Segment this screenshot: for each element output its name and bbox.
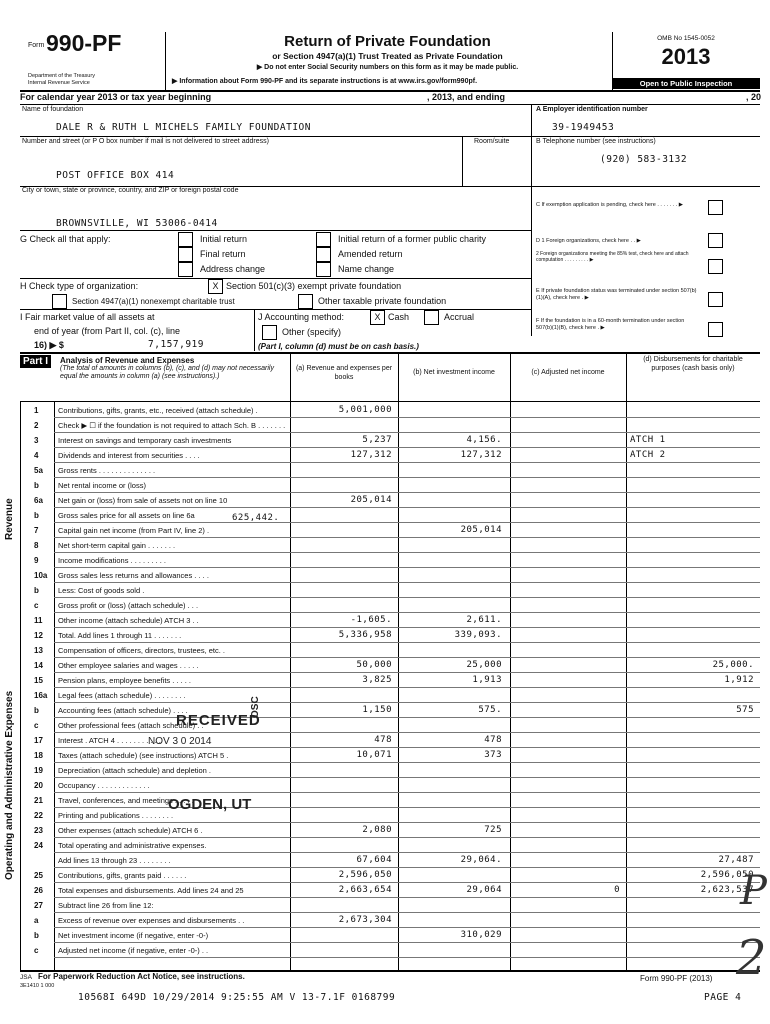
row-number: 27 [34, 901, 43, 910]
table-row [0, 718, 770, 733]
g-label: G Check all that apply: [20, 234, 111, 244]
table-row [0, 913, 770, 928]
row-number: 25 [34, 871, 43, 880]
received-stamp: RECEIVED [176, 712, 261, 729]
cell-b: 373 [484, 750, 502, 760]
d2-label: 2 Foreign organizations meeting the 85% test, check here and attach computation . . . . . . . . . ▶ [536, 251, 689, 263]
row-label: Adjusted net income (if negative, enter -0-) . . [58, 946, 209, 955]
row-number: 5a [34, 466, 43, 475]
table-row [0, 823, 770, 838]
row-number: c [34, 946, 39, 955]
cell-a: 10,071 [356, 750, 392, 760]
cell-a: 2,080 [362, 825, 392, 835]
final-return-checkbox[interactable] [178, 247, 193, 262]
row-number: c [34, 601, 39, 610]
row-label: Gross profit or (loss) (attach schedule) . . . [58, 601, 199, 610]
row-number: 22 [34, 811, 43, 820]
other-taxable-checkbox[interactable] [298, 294, 313, 309]
row-number: b [34, 511, 39, 520]
c-checkbox[interactable] [708, 200, 723, 215]
row-label: Other income (attach schedule) ATCH 3 . . [58, 616, 199, 625]
c-label: C If exemption application is pending, check here . . . . . . . ▶ [536, 202, 683, 208]
accrual-checkbox[interactable] [424, 310, 439, 325]
table-row [0, 688, 770, 703]
cell-a: 478 [374, 735, 392, 745]
final-return-label: Final return [200, 249, 246, 259]
row-number: b [34, 931, 39, 940]
row-number: 26 [34, 886, 43, 895]
cell-b: 205,014 [460, 525, 502, 535]
row-number: a [34, 916, 39, 925]
table-row [0, 583, 770, 598]
address-change-label: Address change [200, 264, 266, 274]
address-change-checkbox[interactable] [178, 262, 193, 277]
other-taxable-label: Other taxable private foundation [318, 296, 447, 306]
row-number: b [34, 586, 39, 595]
row-number: 7 [34, 526, 39, 535]
4947-label: Section 4947(a)(1) nonexempt charitable trust [72, 297, 235, 306]
cell-a: -1,605. [350, 615, 392, 625]
row-number: 15 [34, 676, 43, 685]
row-label: Total operating and administrative expenses. [58, 841, 207, 850]
row-label: Check ▶ ☐ if the foundation is not required to attach Sch. B . . . . . . . [58, 421, 286, 430]
cell-d: 575 [736, 705, 754, 715]
table-row [0, 478, 770, 493]
initial-return-checkbox[interactable] [178, 232, 193, 247]
i-line3: 16) ▶ $ [34, 340, 64, 350]
row-label: Travel, conferences, and meetings . . . . . [58, 796, 194, 805]
part1-note: (The total of amounts in columns (b), (c), and (d) may not necessarily equal the amounts in column (a) (see instructions).) [60, 365, 274, 380]
print-line: 10568I 649D 10/29/2014 9:25:55 AM V 13-7.1F 0168799 [78, 992, 396, 1003]
side-revenue: Revenue [4, 498, 15, 540]
row-number: 10a [34, 571, 48, 580]
row-label: Excess of revenue over expenses and disbursements . . [58, 916, 245, 925]
stamp-code: OSC [250, 696, 261, 718]
row-number: b [34, 481, 39, 490]
cell-d: 25,000. [712, 660, 754, 670]
row-number: b [34, 706, 39, 715]
row-label: Occupancy . . . . . . . . . . . . . [58, 781, 150, 790]
cell-b: 725 [484, 825, 502, 835]
row-label: Pension plans, employee benefits . . . . . [58, 676, 191, 685]
calendar-mid: , 2013, and ending [427, 92, 506, 102]
tax-year: 2013 [661, 44, 711, 69]
501c3-label: Section 501(c)(3) exempt private foundation [226, 281, 402, 291]
table-row [0, 553, 770, 568]
table-row [0, 763, 770, 778]
ein-label: A Employer identification number [536, 106, 648, 113]
fmv-value: 7,157,919 [148, 339, 204, 350]
table-row [0, 928, 770, 943]
cell-b: 25,000 [466, 660, 502, 670]
cell-d: 27,487 [718, 855, 754, 865]
cell-b: 1,913 [472, 675, 502, 685]
i-line2: end of year (from Part II, col. (c), line [34, 326, 181, 336]
row-label: Net investment income (if negative, enter -0-) [58, 931, 209, 940]
cell-a: 2,673,304 [338, 915, 392, 925]
handwritten-mark-2: 2 [736, 930, 767, 986]
cell-d: 2,623,537 [700, 885, 754, 895]
table-row [0, 673, 770, 688]
received-city: OGDEN, UT [168, 796, 252, 813]
page-number: PAGE 4 [704, 992, 742, 1003]
table-row [0, 598, 770, 613]
row-number: 4 [34, 451, 39, 460]
row-number: 14 [34, 661, 43, 670]
row-label: Compensation of officers, directors, trustees, etc. . [58, 646, 226, 655]
cell-a: 5,237 [362, 435, 392, 445]
table-row [0, 613, 770, 628]
paperwork-notice: For Paperwork Reduction Act Notice, see instructions. [38, 972, 245, 981]
row-label: Interest . ATCH 4 . . . . . . . . . . . [58, 736, 161, 745]
name-change-checkbox[interactable] [316, 262, 331, 277]
notice-info: ▶ Information about Form 990-PF and its separate instructions is at www.irs.gov/form990pf. [172, 78, 478, 85]
cell-b: 29,064 [466, 885, 502, 895]
row-label: Subtract line 26 from line 12: [58, 901, 154, 910]
row-label: Other professional fees (attach schedule) . . [58, 721, 204, 730]
calendar-label: For calendar year 2013 or tax year beginning [20, 92, 212, 102]
name-label: Name of foundation [22, 106, 84, 113]
dept-line2: Internal Revenue Service [28, 80, 90, 86]
j-note: (Part I, column (d) must be on cash basis.) [258, 342, 419, 351]
f-label: F If the foundation is in a 60-month termination under section 507(b)(1)(B), check here . ▶ [536, 318, 685, 331]
table-row [0, 733, 770, 748]
table-row [0, 628, 770, 643]
row-number: 23 [34, 826, 43, 835]
f-checkbox[interactable] [708, 322, 723, 337]
row-number: 17 [34, 736, 43, 745]
row-number: 1 [34, 406, 39, 415]
other-method-checkbox[interactable] [262, 325, 277, 340]
row-number: 19 [34, 766, 43, 775]
cell-a: 5,001,000 [338, 405, 392, 415]
cell-b: 575. [478, 705, 502, 715]
form-title: Return of Private Foundation [284, 33, 491, 50]
row-label: Less: Cost of goods sold . [58, 586, 145, 595]
table-row [0, 403, 770, 418]
table-row [0, 703, 770, 718]
table-row [0, 643, 770, 658]
row-label: Printing and publications . . . . . . . . [58, 811, 174, 820]
table-row [0, 808, 770, 823]
phone-label: B Telephone number (see instructions) [536, 138, 656, 145]
other-method-label: Other (specify) [282, 327, 342, 337]
phone-value: (920) 583-3132 [600, 154, 688, 165]
initial-former-label: Initial return of a former public charity [338, 234, 487, 244]
form-number: 990-PF [46, 30, 122, 56]
cell-a: 127,312 [350, 450, 392, 460]
received-date: NOV 3 0 2014 [148, 736, 212, 747]
table-row [0, 538, 770, 553]
cell-a: 2,596,050 [338, 870, 392, 880]
row-number: 9 [34, 556, 39, 565]
cell-b: 478 [484, 735, 502, 745]
row-label: Gross sales price for all assets on line 6a [58, 511, 195, 520]
row-label: Net rental income or (loss) [58, 481, 146, 490]
cell-d: 1,912 [724, 675, 754, 685]
row-number: 16a [34, 691, 48, 700]
row-number: 12 [34, 631, 43, 640]
row-label: Dividends and interest from securities . . . . [58, 451, 200, 460]
cell-a: 5,336,958 [338, 630, 392, 640]
d2-checkbox[interactable] [708, 259, 723, 274]
col-b-header: (b) Net investment income [413, 369, 495, 376]
table-row [0, 433, 770, 448]
cell-a: 1,150 [362, 705, 392, 715]
cell-c: 0 [614, 885, 620, 895]
ein-value: 39-1949453 [552, 122, 615, 133]
row-label: Interest on savings and temporary cash investments [58, 436, 232, 445]
street-label: Number and street (or P O box number if mail is not delivered to street address) [22, 138, 269, 145]
cell-a: 67,604 [356, 855, 392, 865]
col-c-header: (c) Adjusted net income [531, 369, 605, 376]
row-label: Contributions, gifts, grants paid . . . . . . [58, 871, 187, 880]
table-row [0, 418, 770, 433]
cell-d: ATCH 2 [630, 450, 666, 460]
cash-checkbox[interactable]: X [370, 310, 385, 325]
form-ref: Form 990-PF (2013) [640, 974, 713, 983]
table-row [0, 883, 770, 898]
table-row [0, 943, 770, 958]
amended-return-label: Amended return [338, 249, 403, 259]
row-label: Capital gain net income (from Part IV, line 2) . [58, 526, 210, 535]
row-divider [54, 957, 760, 958]
city-address: BROWNSVILLE, WI 53006-0414 [56, 218, 218, 229]
form-subtitle: or Section 4947(a)(1) Trust Treated as Private Foundation [272, 51, 503, 61]
col-d-header: (d) Disbursements for charitable purposes (cash basis only) [643, 356, 743, 372]
part1-tag: Part I [20, 355, 51, 368]
d1-label: D 1 Foreign organizations, check here . . ▶ [536, 238, 641, 244]
cell-b: 339,093. [454, 630, 502, 640]
row-number: 21 [34, 796, 43, 805]
street-address: POST OFFICE BOX 414 [56, 170, 175, 181]
table-row [0, 493, 770, 508]
cell-a: 3,825 [362, 675, 392, 685]
row-number: c [34, 721, 39, 730]
row-label: Net gain or (loss) from sale of assets not on line 10 [58, 496, 228, 505]
row-label: Income modifications . . . . . . . . . [58, 556, 166, 565]
initial-former-checkbox[interactable] [316, 232, 331, 247]
accrual-label: Accrual [444, 312, 475, 322]
row-number: 3 [34, 436, 39, 445]
table-row [0, 868, 770, 883]
row-number: 20 [34, 781, 43, 790]
cell-b: 2,611. [466, 615, 502, 625]
row-label: Gross sales less returns and allowances . . . . [58, 571, 209, 580]
name-change-label: Name change [338, 264, 395, 274]
row-number: 6a [34, 496, 43, 505]
cell-a: 205,014 [350, 495, 392, 505]
col-a-header: (a) Revenue and expenses per books [295, 365, 393, 381]
table-row [0, 568, 770, 583]
row-label: Total. Add lines 1 through 11 . . . . . . . [58, 631, 182, 640]
amended-return-checkbox[interactable] [316, 247, 331, 262]
cell-b: 4,156. [466, 435, 502, 445]
jsa-label: JSA [20, 974, 32, 981]
cell-b: 29,064. [460, 855, 502, 865]
row-number: 11 [34, 616, 43, 625]
notice-ssn: ▶ Do not enter Social Security numbers on this form as it may be made public. [256, 64, 519, 71]
i-line1: I Fair market value of all assets at [20, 312, 155, 322]
table-row [0, 793, 770, 808]
initial-return-label: Initial return [200, 234, 248, 244]
row-label: Contributions, gifts, grants, etc., received (attach schedule) . [58, 406, 258, 415]
omb-number: OMB No 1545-0052 [657, 35, 715, 42]
row-label: Taxes (attach schedule) (see instructions) ATCH 5 . [58, 751, 229, 760]
table-row [0, 523, 770, 538]
city-label: City or town, state or province, country, and ZIP or foreign postal code [22, 187, 239, 194]
row-number: 24 [34, 841, 43, 850]
jsa-code: 3E1410 1 000 [20, 983, 55, 989]
cell-b: 310,029 [460, 930, 502, 940]
table-row [0, 448, 770, 463]
table-row [0, 748, 770, 763]
open-public-badge: Open to Public Inspection [612, 78, 760, 89]
501c3-checkbox[interactable]: X [208, 279, 223, 294]
cell-b: 127,312 [460, 450, 502, 460]
cell-d: ATCH 1 [630, 435, 666, 445]
cell-a: 2,663,654 [338, 885, 392, 895]
handwritten-mark-1: P [740, 868, 767, 914]
row-label: Total expenses and disbursements. Add lines 24 and 25 [58, 886, 244, 895]
row-number: 18 [34, 751, 43, 760]
h-label: H Check type of organization: [20, 281, 139, 291]
foundation-name: DALE R & RUTH L MICHELS FAMILY FOUNDATION [56, 122, 311, 133]
cash-label: Cash [388, 312, 410, 322]
room-label: Room/suite [474, 138, 510, 145]
cell-a: 50,000 [356, 660, 392, 670]
table-row [0, 898, 770, 913]
inline-6b-value: 625,442. [232, 513, 280, 523]
row-label: Other expenses (attach schedule) ATCH 6 . [58, 826, 203, 835]
part1-title: Analysis of Revenue and Expenses [60, 356, 195, 365]
table-row [0, 463, 770, 478]
table-row [0, 658, 770, 673]
row-label: Gross rents . . . . . . . . . . . . . . [58, 466, 156, 475]
e-label: E If private foundation status was terminated under section 507(b)(1)(A), check here . ▶ [536, 288, 697, 301]
table-row [0, 838, 770, 853]
row-label: Legal fees (attach schedule) . . . . . . . . [58, 691, 186, 700]
row-label: Add lines 13 through 23 . . . . . . . . [58, 856, 171, 865]
j-label: J Accounting method: [258, 312, 345, 322]
table-row [0, 508, 770, 523]
form-prefix: Form [28, 42, 45, 49]
row-label: Accounting fees (attach schedule) . . . . [58, 706, 188, 715]
cell-d: 2,596,050 [700, 870, 754, 880]
e-checkbox[interactable] [708, 292, 723, 307]
4947-checkbox[interactable] [52, 294, 67, 309]
table-row [0, 853, 770, 868]
d1-checkbox[interactable] [708, 233, 723, 248]
row-label: Net short-term capital gain . . . . . . . [58, 541, 176, 550]
row-number: 2 [34, 421, 39, 430]
row-label: Other employee salaries and wages . . . . . [58, 661, 199, 670]
calendar-end: , 20 [746, 92, 762, 102]
table-row [0, 778, 770, 793]
side-expenses: Operating and Administrative Expenses [4, 690, 15, 880]
dept-line1: Department of the Treasury [28, 73, 95, 79]
row-number: 8 [34, 541, 39, 550]
row-number: 13 [34, 646, 43, 655]
row-label: Depreciation (attach schedule) and depletion . [58, 766, 212, 775]
